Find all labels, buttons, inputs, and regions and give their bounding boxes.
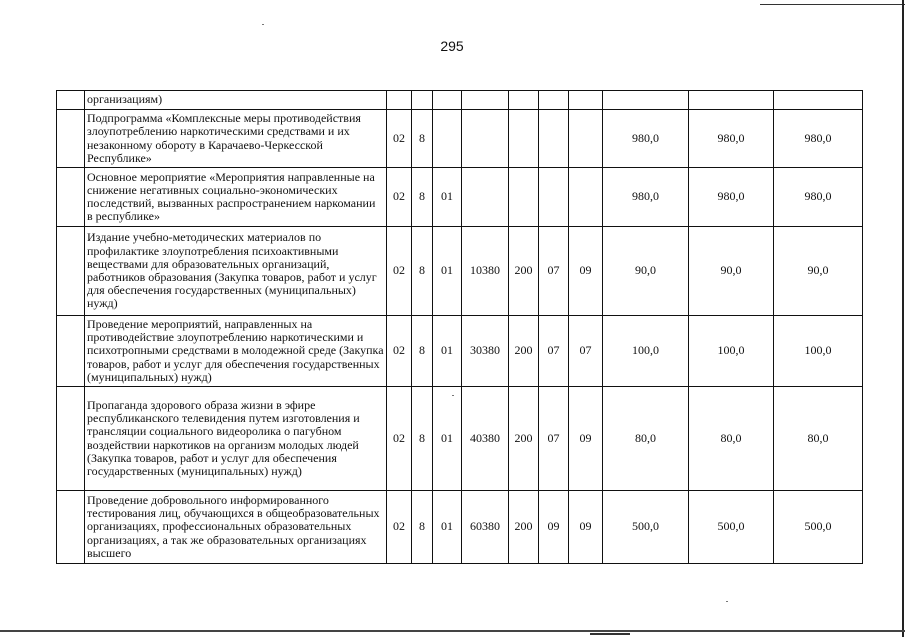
year3-amount-cell: 980,0 — [774, 168, 863, 227]
year1-amount-cell: 980,0 — [603, 110, 689, 168]
year2-amount-cell: 90,0 — [689, 227, 774, 316]
subprogram-code-cell: 8 — [412, 316, 433, 387]
expense-type-code-cell — [509, 110, 539, 168]
year2-amount-cell — [689, 91, 774, 110]
scan-speck — [726, 601, 728, 602]
expense-type-code-cell — [509, 91, 539, 110]
table-row — [57, 168, 863, 227]
activity-code-cell: 01 — [433, 316, 462, 387]
section-code-cell: 07 — [539, 316, 569, 387]
index-cell — [57, 316, 85, 387]
program-code-cell: 02 — [387, 168, 412, 227]
index-cell — [57, 110, 85, 168]
index-cell — [57, 227, 85, 316]
program-code-cell — [387, 91, 412, 110]
item-name-cell: Пропаганда здорового образа жизни в эфире республиканского телевидения путем изготовления и трансляции социального видеоролика о пагубном воздействии наркотиков на организм молодых людей (Закупка товаров, работ и услуг для обеспечения государственных (муниципальных) нужд) — [85, 387, 387, 491]
index-cell — [57, 91, 85, 110]
scan-border-bottom — [0, 630, 905, 632]
section-code-cell: 07 — [539, 387, 569, 491]
year1-amount-cell: 90,0 — [603, 227, 689, 316]
table-row — [57, 491, 863, 564]
activity-code-cell: 01 — [433, 168, 462, 227]
year3-amount-cell: 980,0 — [774, 110, 863, 168]
direction-code-cell: 30380 — [462, 316, 509, 387]
direction-code-cell: 60380 — [462, 491, 509, 564]
table-row — [57, 91, 863, 110]
direction-code-cell: 40380 — [462, 387, 509, 491]
subsection-code-cell: 09 — [569, 387, 603, 491]
subsection-code-cell — [569, 168, 603, 227]
item-name-cell: Подпрограмма «Комплексные меры противодействия злоупотреблению наркотическими средствами и их незаконному обороту в Карачаево-Черкесской Республике» — [85, 110, 387, 168]
expense-type-code-cell: 200 — [509, 316, 539, 387]
program-code-cell: 02 — [387, 316, 412, 387]
item-name-cell: Проведение мероприятий, направленных на противодействие злоупотреблению наркотическими и психотропными средствами в молодежной среде (Закупка товаров, работ и услуг для обеспечения государственных (муниципальных) нужд) — [85, 316, 387, 387]
activity-code-cell: 01 — [433, 387, 462, 491]
scan-border-right — [902, 0, 904, 637]
year3-amount-cell: 80,0 — [774, 387, 863, 491]
direction-code-cell — [462, 110, 509, 168]
subsection-code-cell: 09 — [569, 491, 603, 564]
activity-code-cell — [433, 91, 462, 110]
section-code-cell — [539, 91, 569, 110]
subprogram-code-cell: 8 — [412, 110, 433, 168]
subprogram-code-cell: 8 — [412, 227, 433, 316]
expense-type-code-cell — [509, 168, 539, 227]
item-name-cell: организациям) — [85, 91, 387, 110]
program-code-cell: 02 — [387, 387, 412, 491]
subsection-code-cell — [569, 91, 603, 110]
subprogram-code-cell — [412, 91, 433, 110]
direction-code-cell: 10380 — [462, 227, 509, 316]
subprogram-code-cell: 8 — [412, 491, 433, 564]
year2-amount-cell: 80,0 — [689, 387, 774, 491]
year1-amount-cell: 80,0 — [603, 387, 689, 491]
subprogram-code-cell: 8 — [412, 168, 433, 227]
page-number: 295 — [440, 38, 464, 54]
table-row — [57, 227, 863, 316]
year3-amount-cell: 500,0 — [774, 491, 863, 564]
year2-amount-cell: 100,0 — [689, 316, 774, 387]
subsection-code-cell: 07 — [569, 316, 603, 387]
subsection-code-cell: 09 — [569, 227, 603, 316]
program-code-cell: 02 — [387, 227, 412, 316]
year1-amount-cell: 980,0 — [603, 168, 689, 227]
year2-amount-cell: 980,0 — [689, 168, 774, 227]
scan-speck — [262, 24, 264, 25]
program-code-cell: 02 — [387, 110, 412, 168]
scan-border-bottom-mark — [590, 633, 630, 635]
index-cell — [57, 387, 85, 491]
year1-amount-cell: 100,0 — [603, 316, 689, 387]
expense-type-code-cell: 200 — [509, 491, 539, 564]
index-cell — [57, 491, 85, 564]
expense-type-code-cell: 200 — [509, 227, 539, 316]
year2-amount-cell: 980,0 — [689, 110, 774, 168]
subsection-code-cell — [569, 110, 603, 168]
item-name-cell: Основное мероприятие «Мероприятия направленные на снижение негативных социально-экономических последствий, вызванных распространением наркомании в республике» — [85, 168, 387, 227]
activity-code-cell — [433, 110, 462, 168]
year3-amount-cell: 100,0 — [774, 316, 863, 387]
scan-line-top — [760, 4, 905, 5]
table-row — [57, 387, 863, 491]
section-code-cell — [539, 168, 569, 227]
section-code-cell — [539, 110, 569, 168]
year1-amount-cell: 500,0 — [603, 491, 689, 564]
expense-type-code-cell: 200 — [509, 387, 539, 491]
index-cell — [57, 168, 85, 227]
subprogram-code-cell: 8 — [412, 387, 433, 491]
section-code-cell: 09 — [539, 491, 569, 564]
item-name-cell: Проведение добровольного информированного тестирования лиц, обучающихся в общеобразовательных организациях, профессиональных образовательных организациях, а так же образовательных организациях высшего — [85, 491, 387, 564]
year1-amount-cell — [603, 91, 689, 110]
table-row — [57, 316, 863, 387]
section-code-cell: 07 — [539, 227, 569, 316]
budget-table — [56, 90, 863, 564]
year2-amount-cell: 500,0 — [689, 491, 774, 564]
activity-code-cell: 01 — [433, 227, 462, 316]
year3-amount-cell: 90,0 — [774, 227, 863, 316]
table-row — [57, 110, 863, 168]
direction-code-cell — [462, 168, 509, 227]
activity-code-cell: 01 — [433, 491, 462, 564]
program-code-cell: 02 — [387, 491, 412, 564]
item-name-cell: Издание учебно-методических материалов по профилактике злоупотребления психоактивными веществами для образовательных организаций, работников образования (Закупка товаров, работ и услуг для обеспечения государственных (муниципальных) нужд) — [85, 227, 387, 316]
year3-amount-cell — [774, 91, 863, 110]
direction-code-cell — [462, 91, 509, 110]
